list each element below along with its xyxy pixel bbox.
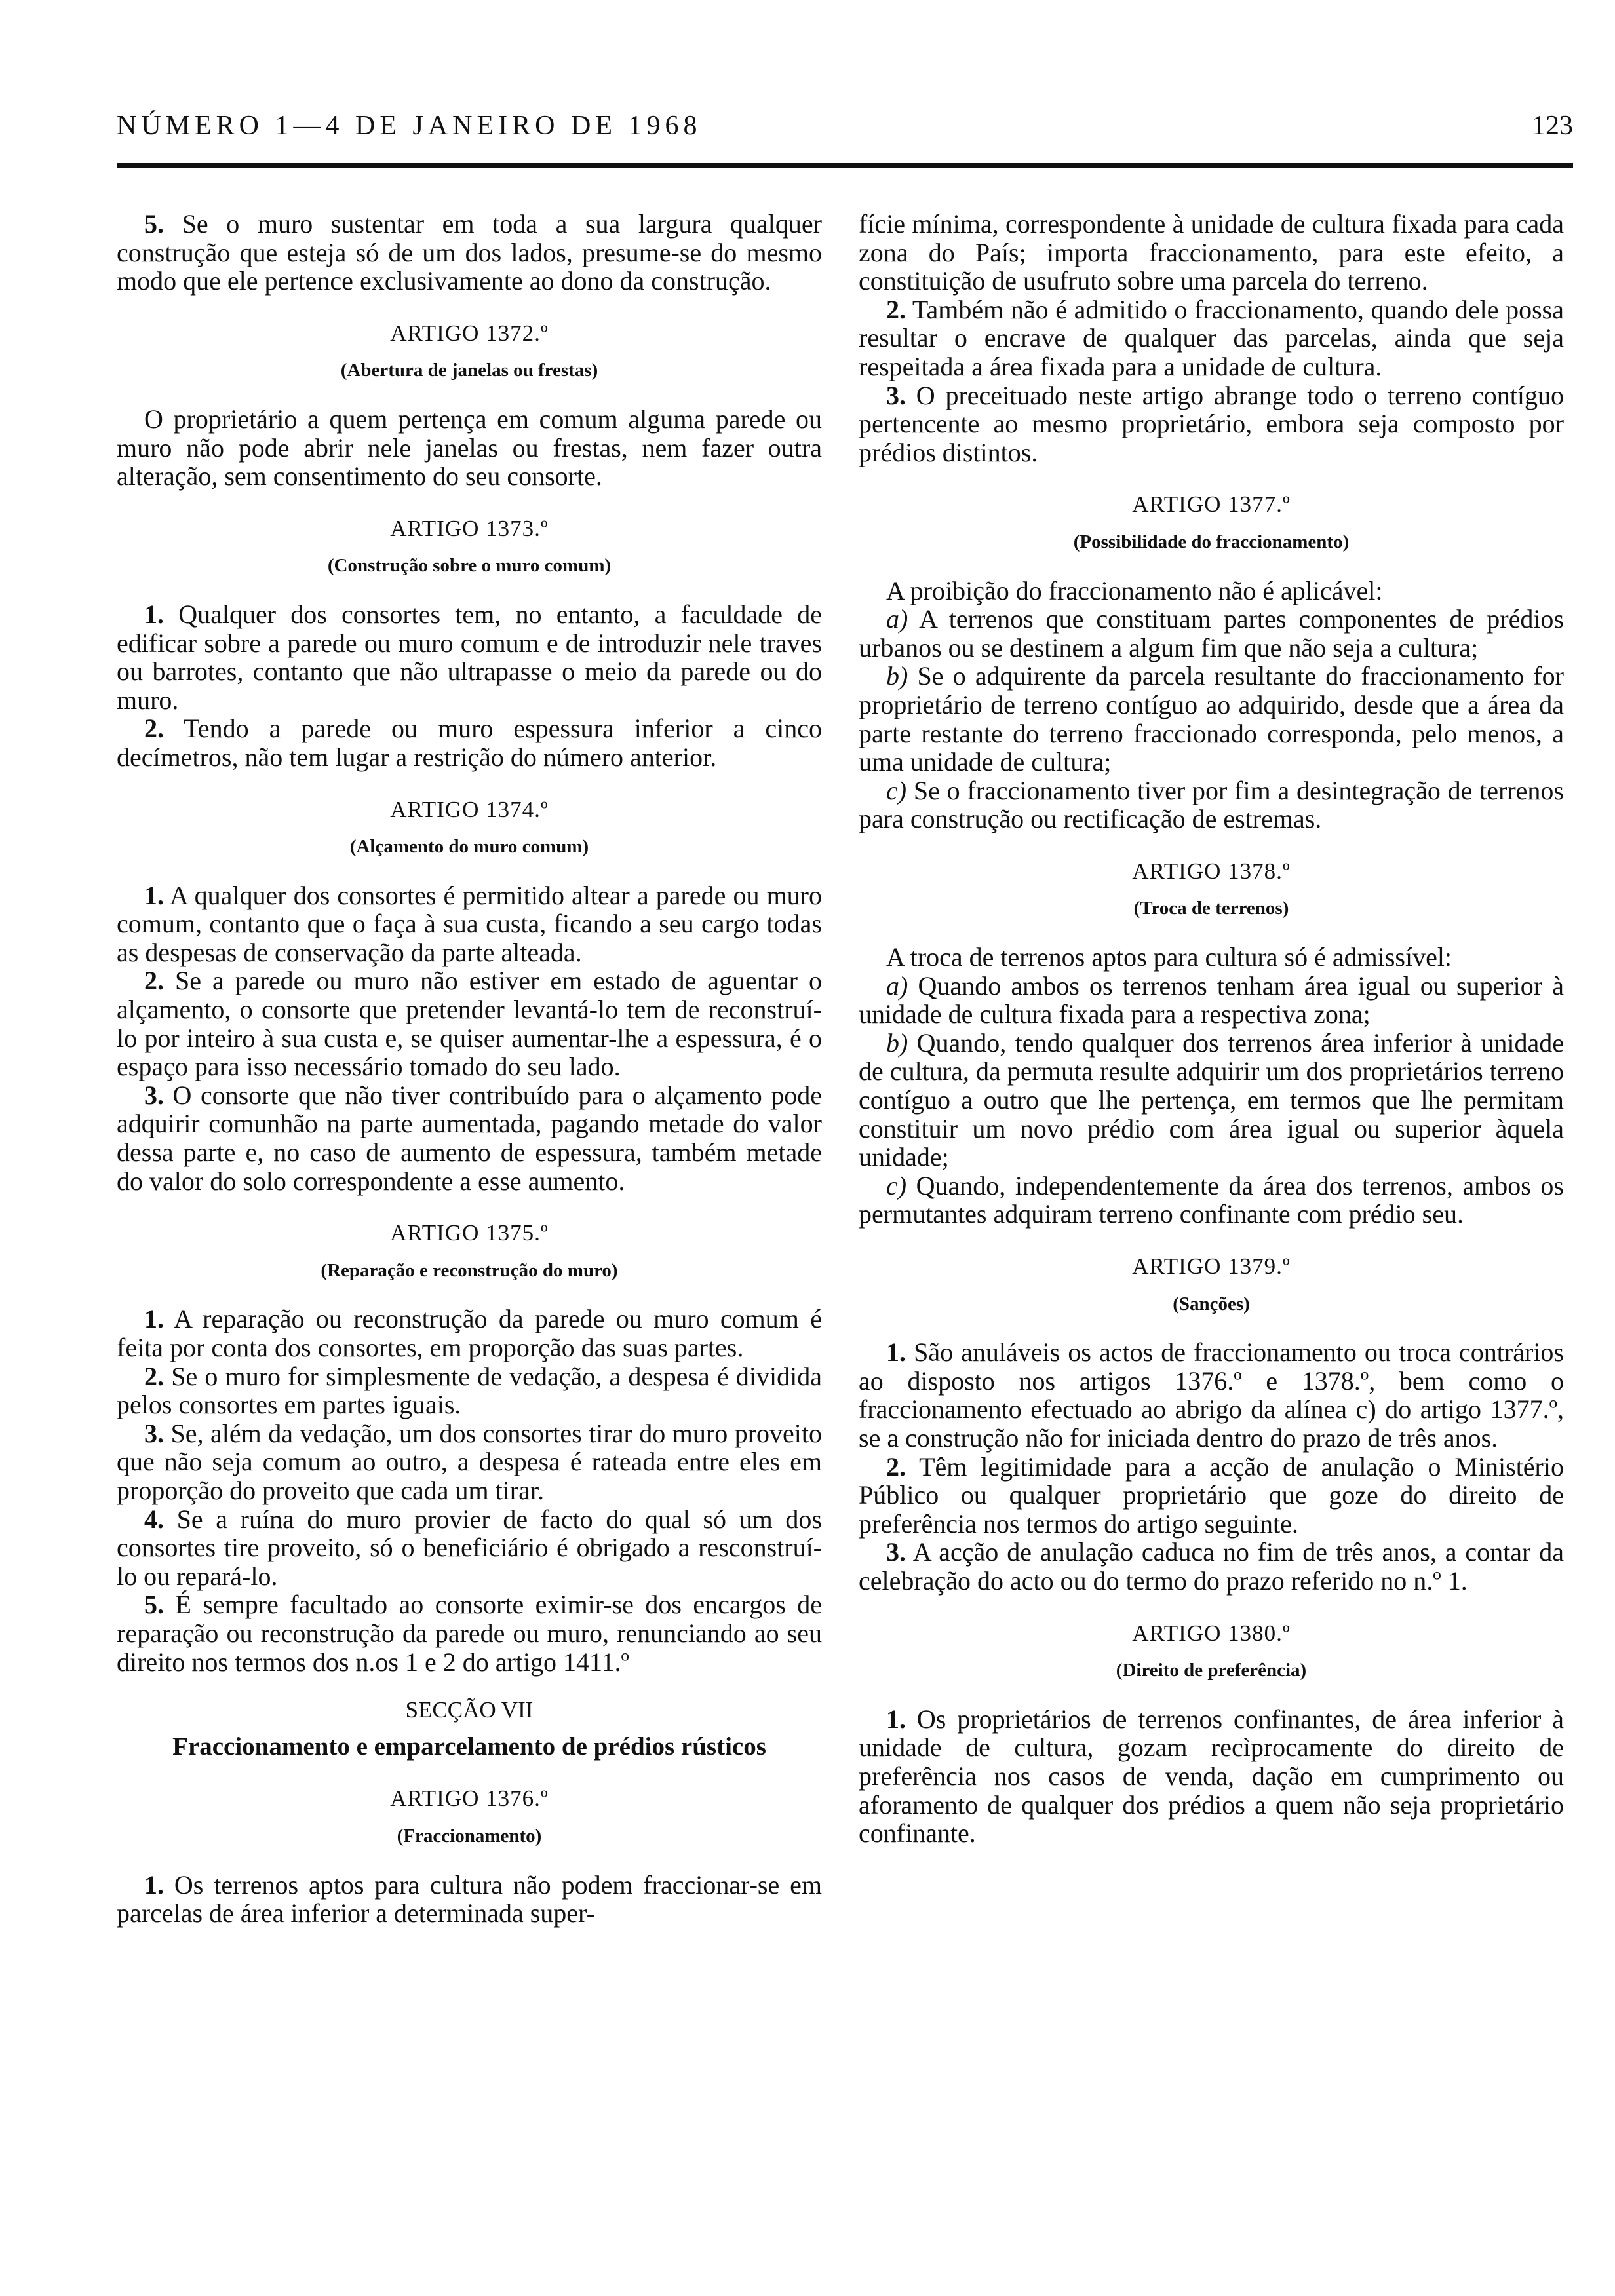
article-heading: ARTIGO 1373.º [390,515,549,541]
paragraph [117,1505,822,1591]
article-subtitle: (Possibilidade do fraccionamento) [1073,531,1350,552]
paragraph [859,1705,1564,1848]
paragraph-text: A acção de anulação caduca no fim de três anos, a contar da celebração do acto ou do termo do prazo referido no n.º 1. [859,1537,1564,1596]
paragraph [859,1538,1564,1595]
paragraph-number: 2. [886,1451,906,1482]
journal-issue-title: NÚMERO 1—4 DE JANEIRO DE 1968 [117,111,702,141]
paragraph-number: 5. [144,209,164,239]
paragraph-number: 2. [144,966,164,996]
paragraph-number: 1. [886,1704,906,1734]
paragraph-text: A proibição do fraccionamento não é aplicável: [886,575,1383,605]
article-subtitle: (Direito de preferência) [1116,1660,1307,1681]
paragraph [117,881,822,967]
paragraph-text: Os proprietários de terrenos confinantes, de área inferior à unidade de cultura, gozam recìprocamente do direito de preferência nos casos de venda, dação em cumprimento ou aforamento de qualquer dos prédios a quem não seja proprietário confinante. [859,1704,1565,1848]
paragraph [859,662,1564,776]
paragraph-number: 3. [144,1080,164,1110]
paragraph-number: 3. [886,380,906,410]
paragraph [117,1871,822,1928]
paragraph-number: 1. [144,1869,164,1900]
article-heading: ARTIGO 1377.º [1132,491,1291,518]
paragraph [859,972,1564,1029]
article-heading: ARTIGO 1372.º [390,320,549,346]
paragraph-text: A troca de terrenos aptos para cultura só é admissível: [886,942,1452,972]
item-label: b) [886,1027,908,1058]
item-label: a) [886,970,908,1001]
paragraph-text: Se a ruína do muro provier de facto do qual só um dos consortes tire proveito, só o beneficiário é obrigado a resconstruí-lo ou repará-lo. [117,1504,822,1591]
paragraph-number: 2. [886,294,906,324]
paragraph-text: Se o adquirente da parcela resultante do fraccionamento for proprietário de terreno contíguo ao adquirido, desde que a área da parte restante do terreno fraccionado corresponda, pelo menos, a uma unidade de cultura; [859,661,1565,777]
paragraph [859,381,1564,467]
article-subtitle: (Troca de terrenos) [1133,898,1289,919]
article-heading: ARTIGO 1375.º [390,1220,549,1246]
paragraph [859,577,1564,605]
paragraph-text: Tendo a parede ou muro espessura inferior a cinco decímetros, não tem lugar a restrição do número anterior. [117,714,823,772]
article-subtitle: (Sanções) [1173,1293,1250,1314]
paragraph [117,600,822,714]
paragraph-number: 5. [144,1590,164,1620]
item-label: c) [886,1170,907,1200]
paragraph-text: O consorte que não tiver contribuído para o alçamento pode adquirir comunhão na parte aumentada, pagando metade do valor dessa parte e, no caso de aumento de espessura, também metade do valor do solo correspondente a esse aumento. [117,1080,822,1196]
paragraph-text: Se o muro for simplesmente de vedação, a despesa é dividida pelos consortes em partes iguais. [117,1361,822,1420]
paragraph-text: Se a parede ou muro não estiver em estado de aguentar o alçamento, o consorte que pretender levantá-lo tem de reconstruí-lo por inteiro à sua custa e, se quiser aumentar-lhe a espessura, é o espaço para isso necessário tomado do seu lado. [117,966,822,1082]
paragraph-text: O proprietário a quem pertença em comum alguma parede ou muro não pode abrir nele janelas ou frestas, nem fazer outra alteração, sem consentimento do seu consorte. [117,404,822,491]
paragraph [117,1419,822,1505]
paragraph [859,1338,1564,1452]
paragraph-number: 2. [144,714,164,744]
paragraph [117,714,822,771]
item-label: b) [886,661,908,691]
paragraph [117,405,822,491]
paragraph-text: Se, além da vedação, um dos consortes tirar do muro proveito que não seja comum ao outro, a despesa é rateada entre eles em proporção do proveito que cada um tirar. [117,1418,822,1505]
paragraph [859,1453,1564,1539]
paragraph-text: Qualquer dos consortes tem, no entanto, a faculdade de edificar sobre a parede ou muro comum e de introduzir nele traves ou barrotes, contanto que não ultrapasse o meio da parede ou do muro. [117,599,823,715]
paragraph-text: Têm legitimidade para a acção de anulação o Ministério Público ou qualquer proprietário que goze do direito de preferência nos termos do artigo seguinte. [859,1451,1564,1539]
paragraph [117,966,822,1081]
article-heading: ARTIGO 1380.º [1132,1620,1291,1646]
paragraph-number: 1. [144,599,164,629]
paragraph-text: A terrenos que constituam partes componentes de prédios urbanos ou se destinem a algum fim que não seja a cultura; [859,604,1564,662]
article-heading: ARTIGO 1379.º [1132,1253,1291,1279]
article-subtitle: (Construção sobre o muro comum) [327,555,612,577]
article-heading: ARTIGO 1374.º [390,796,549,822]
paragraph-text: fície mínima, correspondente à unidade de cultura fixada para cada zona do País; importa fraccionamento, para este efeito, a constituição de usufruto sobre uma parcela do terreno. [859,209,1564,296]
article-subtitle: (Abertura de janelas ou frestas) [340,360,598,381]
paragraph-text: Os terrenos aptos para cultura não podem fraccionar-se em parcelas de área inferior a determinada super- [117,1869,823,1928]
paragraph-text: Quando, independentemente da área dos terrenos, ambos os permutantes adquiram terreno confinante com prédio seu. [859,1170,1564,1229]
paragraph-number: 2. [144,1361,164,1391]
paragraph-number: 1. [886,1337,906,1368]
article-subtitle: (Reparação e reconstrução do muro) [321,1259,618,1281]
header-rule [117,163,1573,168]
paragraph [117,1590,822,1676]
paragraph [117,1362,822,1419]
paragraph [117,1081,822,1195]
paragraph-number: 1. [144,1304,164,1334]
paragraph-text: Quando, tendo qualquer dos terrenos área inferior à unidade de cultura, da permuta resulte adquirir um dos proprietários terreno contíguo a outro que lhe pertença, em termos que lhe permitam constituir um novo prédio com área igual ou superior àquela unidade; [859,1027,1564,1172]
article-subtitle: (Fraccionamento) [397,1825,542,1846]
paragraph [859,943,1564,972]
paragraph-text: Se o muro sustentar em toda a sua largura qualquer construção que esteja só de um dos lados, presume-se do mesmo modo que ele pertence exclusivamente ao dono da construção. [117,209,822,296]
page-header [117,110,1573,149]
paragraph [859,1172,1564,1229]
article-subtitle: (Alçamento do muro comum) [349,836,589,858]
paragraph-text: São anuláveis os actos de fraccionamento ou troca contrários ao disposto nos artigos 1376.º e 1378.º, bem como o fraccionamento efectuado ao abrigo da alínea c) do artigo 1377.º, se a construção não for iniciada dentro do prazo de três anos. [859,1337,1564,1453]
paragraph-continuation [859,210,1564,296]
section-heading: SECÇÃO VII [405,1697,534,1723]
paragraph-number: 1. [144,880,164,910]
paragraph-text: Quando ambos os terrenos tenham área igual ou superior à unidade de cultura fixada para a respectiva zona; [859,970,1565,1029]
paragraph [117,1305,822,1362]
paragraph-number: 3. [886,1537,906,1567]
left-column [117,210,822,1928]
paragraph [117,210,822,296]
section-title: Fraccionamento e emparcelamento de prédios rústicos [172,1732,766,1761]
paragraph [859,296,1564,381]
paragraph-text: Se o fraccionamento tiver por fim a desintegração de terrenos para construção ou rectificação de estremas. [859,775,1564,834]
page-number: 123 [1532,111,1573,141]
item-label: c) [886,775,907,805]
article-heading: ARTIGO 1376.º [390,1786,549,1812]
paragraph [859,1029,1564,1172]
article-heading: ARTIGO 1378.º [1132,858,1291,884]
right-column [859,210,1564,1848]
paragraph-text: A qualquer dos consortes é permitido altear a parede ou muro comum, contanto que o faça à sua custa, ficando a seu cargo todas as despesas de conservação da parte alteada. [117,880,823,967]
paragraph-text: É sempre facultado ao consorte eximir-se dos encargos de reparação ou reconstrução da parede ou muro, renunciando ao seu direito nos termos dos n.os 1 e 2 do artigo 1411.º [117,1590,823,1677]
paragraph [859,605,1564,662]
item-label: a) [886,604,908,634]
paragraph-number: 3. [144,1418,164,1448]
paragraph-text: A reparação ou reconstrução da parede ou muro comum é feita por conta dos consortes, em proporção das suas partes. [117,1304,822,1362]
paragraph [859,776,1564,833]
paragraph-text: O preceituado neste artigo abrange todo o terreno contíguo pertencente ao mesmo proprietário, embora seja composto por prédios distintos. [859,380,1565,467]
paragraph-number: 4. [144,1504,164,1534]
paragraph-text: Também não é admitido o fraccionamento, quando dele possa resultar o encrave de qualquer das parcelas, ainda que seja respeitada a área fixada para a unidade de cultura. [859,294,1564,381]
